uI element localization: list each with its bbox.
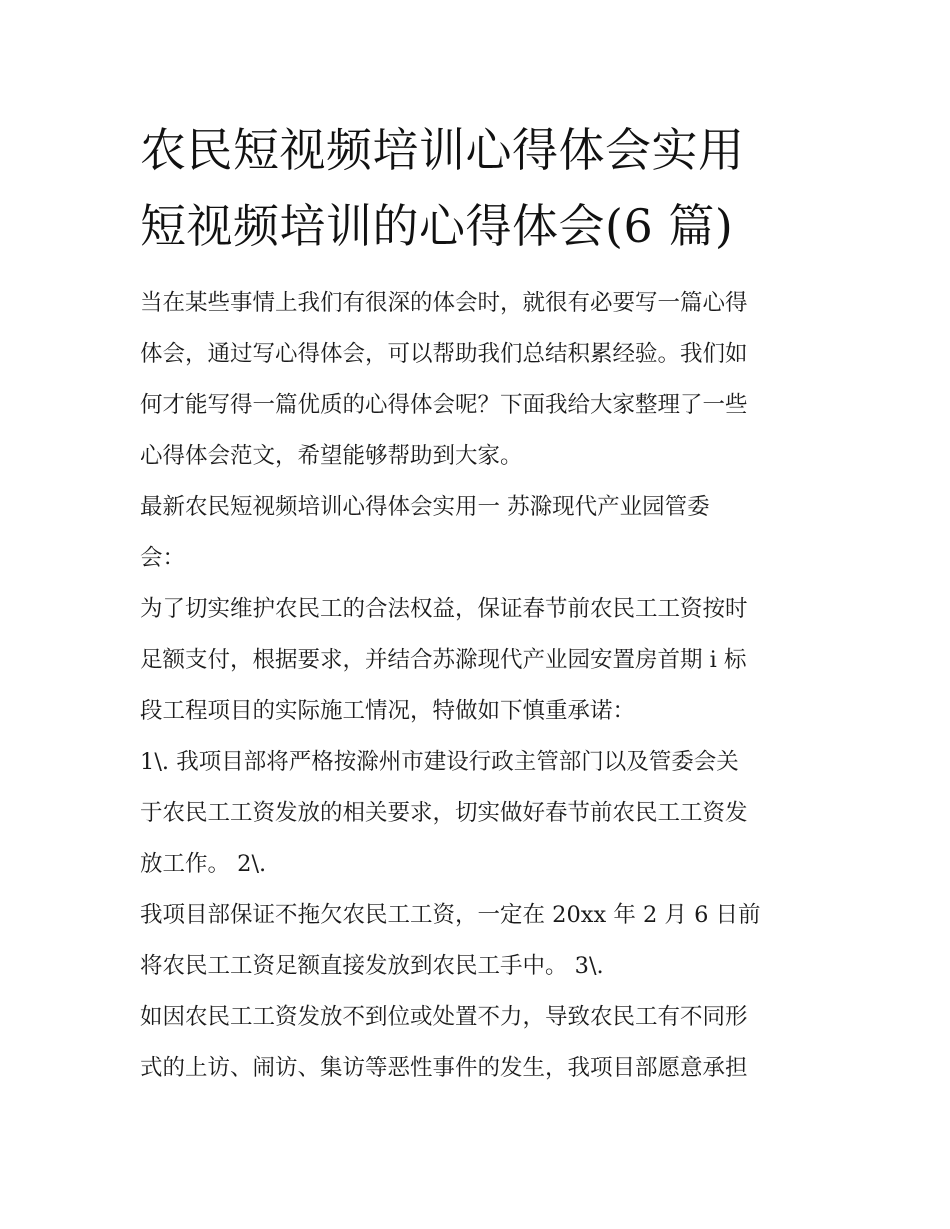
document-title — [140, 112, 820, 264]
section-heading-line: 最新农民短视频培训心得体会实用一 苏滁现代产业园管委 — [140, 494, 710, 520]
document-body — [140, 278, 840, 1094]
body-line: 当在某些事情上我们有很深的体会时，就很有必要写一篇心得 — [140, 290, 748, 316]
body-line: 式的上访、闹访、集访等恶性事件的发生，我项目部愿意承担 — [140, 1055, 748, 1081]
numbered-item-line: 放工作。 2\. — [140, 851, 267, 877]
body-line: 何才能写得一篇优质的心得体会呢？下面我给大家整理了一些 — [140, 392, 748, 418]
title-line-1: 农民短视频培训心得体会实用 — [140, 123, 745, 177]
numbered-item-line: 将农民工工资足额直接发放到农民工手中。 3\. — [140, 953, 604, 979]
body-line: 体会，通过写心得体会，可以帮助我们总结积累经验。我们如 — [140, 341, 748, 367]
body-line: 心得体会范文，希望能够帮助到大家。 — [140, 443, 523, 469]
numbered-item-line: 我项目部保证不拖欠农民工工资，一定在 20xx 年 2 月 6 日前 — [140, 902, 761, 928]
section-heading-line: 会： — [140, 545, 186, 571]
numbered-item-line: 1\. 我项目部将严格按滁州市建设行政主管部门以及管委会关 — [140, 749, 739, 775]
numbered-item-line: 于农民工工资发放的相关要求，切实做好春节前农民工工资发 — [140, 800, 748, 826]
body-line: 如因农民工工资发放不到位或处置不力，导致农民工有不同形 — [140, 1004, 748, 1030]
title-line-2: 短视频培训的心得体会(6 篇) — [140, 199, 734, 253]
body-line: 足额支付，根据要求，并结合苏滁现代产业园安置房首期 i 标 — [140, 647, 747, 673]
body-line: 段工程项目的实际施工情况，特做如下慎重承诺： — [140, 698, 636, 724]
body-line: 为了切实维护农民工的合法权益，保证春节前农民工工资按时 — [140, 596, 748, 622]
